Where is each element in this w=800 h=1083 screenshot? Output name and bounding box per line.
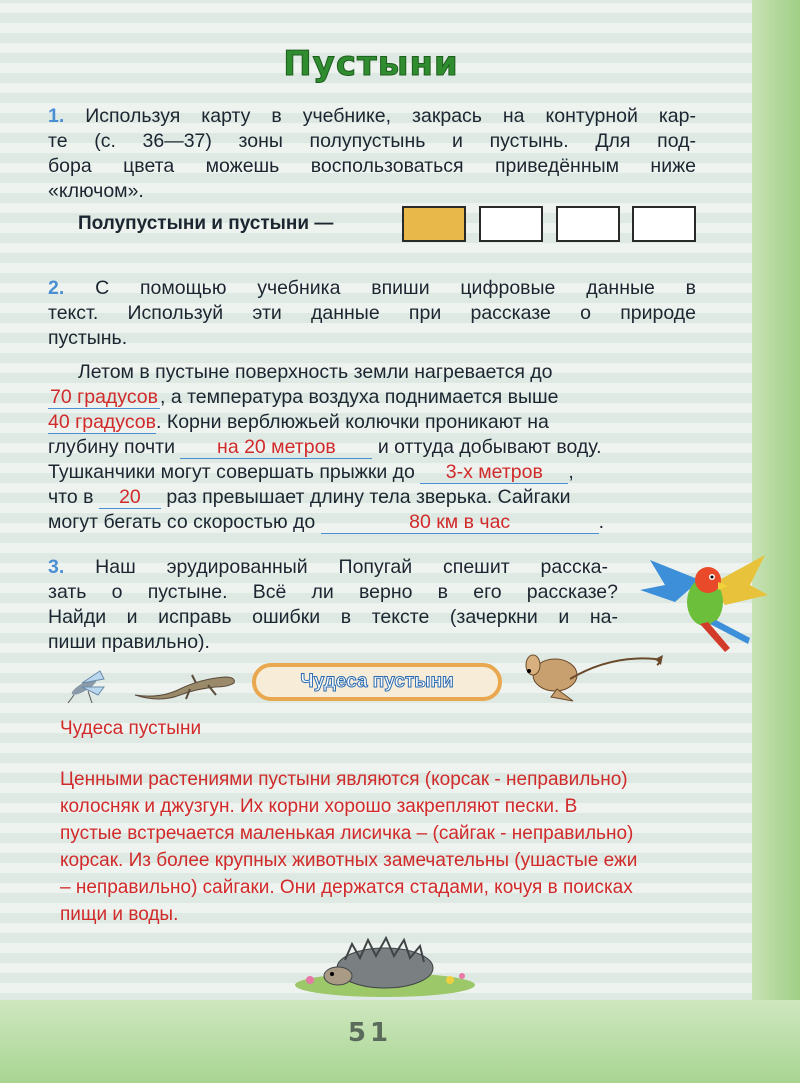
task2-number: 2. xyxy=(48,277,65,299)
parrot-illustration xyxy=(630,540,770,660)
story-line-7: могут бегать со скоростью до 80 км в час . xyxy=(48,511,605,533)
story-line-4: глубину почти на 20 метров и оттуда добывают воду. xyxy=(48,436,602,458)
color-key-box-4[interactable] xyxy=(632,206,696,242)
story-line-6: что в 20 раз превышает длину тела зверька. Сайгаки xyxy=(48,486,571,508)
color-key-box-3[interactable] xyxy=(556,206,620,242)
task2-line-1: 2. С помощью учебника впиши цифровые данные в xyxy=(48,277,696,299)
jerboa-illustration xyxy=(515,645,665,705)
answer-field-6[interactable]: 80 км в час xyxy=(321,511,599,534)
story-line-2: 70 градусов , а температура воздуха поднимается выше xyxy=(50,386,559,408)
answer-line-2: колосняк и джузгун. Их корни хорошо закрепляют пески. В xyxy=(60,796,578,817)
color-key-box-1[interactable] xyxy=(402,206,466,242)
answer-line-5: – неправильно) сайгаки. Они держатся стадами, кочуя в поисках xyxy=(60,877,633,898)
lizard-illustration xyxy=(130,665,240,705)
hedgehog-illustration xyxy=(290,930,480,1000)
answer-line-4: корсак. Из более крупных животных замечательны (ушастые ежи xyxy=(60,850,638,871)
story-line-5: Тушканчики могут совершать прыжки до 3-х метров , xyxy=(48,461,574,483)
task3-number: 3. xyxy=(48,556,65,578)
answer-field-4[interactable]: 3-х метров xyxy=(420,461,568,484)
answer-field-1[interactable]: 70 градусов xyxy=(50,386,158,408)
story-line-3: 40 градусов. Корни верблюжьей колючки проникают на xyxy=(48,411,549,433)
task2-line-2: текст. Используй эти данные при рассказе о природе xyxy=(48,302,696,324)
answer-line-1: Ценными растениями пустыни являются (корсак - неправильно) xyxy=(60,769,628,790)
task2-line-3: пустынь. xyxy=(48,327,128,349)
task3-line-4: пиши правильно). xyxy=(48,631,210,653)
answer-line-3: пустые встречается маленькая лисичка – (сайгак - неправильно) xyxy=(60,823,634,844)
answer-field-3[interactable]: на 20 метров xyxy=(180,436,372,459)
task3-line-1: 3. Наш эрудированный Попугай спешит расска- xyxy=(48,556,609,578)
page-title: Пустыни xyxy=(283,44,459,84)
task3-line-3: Найди и исправь ошибки в тексте (зачеркни и на- xyxy=(48,606,618,628)
story-line-1: Летом в пустыне поверхность земли нагревается до xyxy=(78,361,553,383)
answer-line-6: пищи и воды. xyxy=(60,904,179,925)
insect-illustration xyxy=(64,665,114,705)
task1-line-3: бора цвета можешь воспользоваться приведённым ниже xyxy=(48,155,696,177)
legend-label: Полупустыни и пустыни — xyxy=(78,213,334,234)
decorative-bottom-band xyxy=(0,1000,800,1083)
wonders-title-label: Чудеса пустыни xyxy=(300,671,454,692)
task1-line-4: «ключом». xyxy=(48,180,144,202)
color-key-box-2[interactable] xyxy=(479,206,543,242)
task1-line-2: те (с. 36—37) зоны полупустынь и пустынь. Для под- xyxy=(48,130,696,152)
task1-line-1: 1. Используя карту в учебнике, закрась на контурной кар- xyxy=(48,105,696,127)
answer-title: Чудеса пустыни xyxy=(60,718,202,739)
answer-paragraph[interactable] xyxy=(60,766,710,928)
answer-field-5[interactable]: 20 xyxy=(99,486,161,509)
page-number: 51 xyxy=(347,1018,393,1048)
answer-field-2[interactable]: 40 градусов xyxy=(48,411,156,433)
task3-line-2: зать о пустыне. Всё ли верно в его рассказе? xyxy=(48,581,618,603)
task1-number: 1. xyxy=(48,105,65,127)
